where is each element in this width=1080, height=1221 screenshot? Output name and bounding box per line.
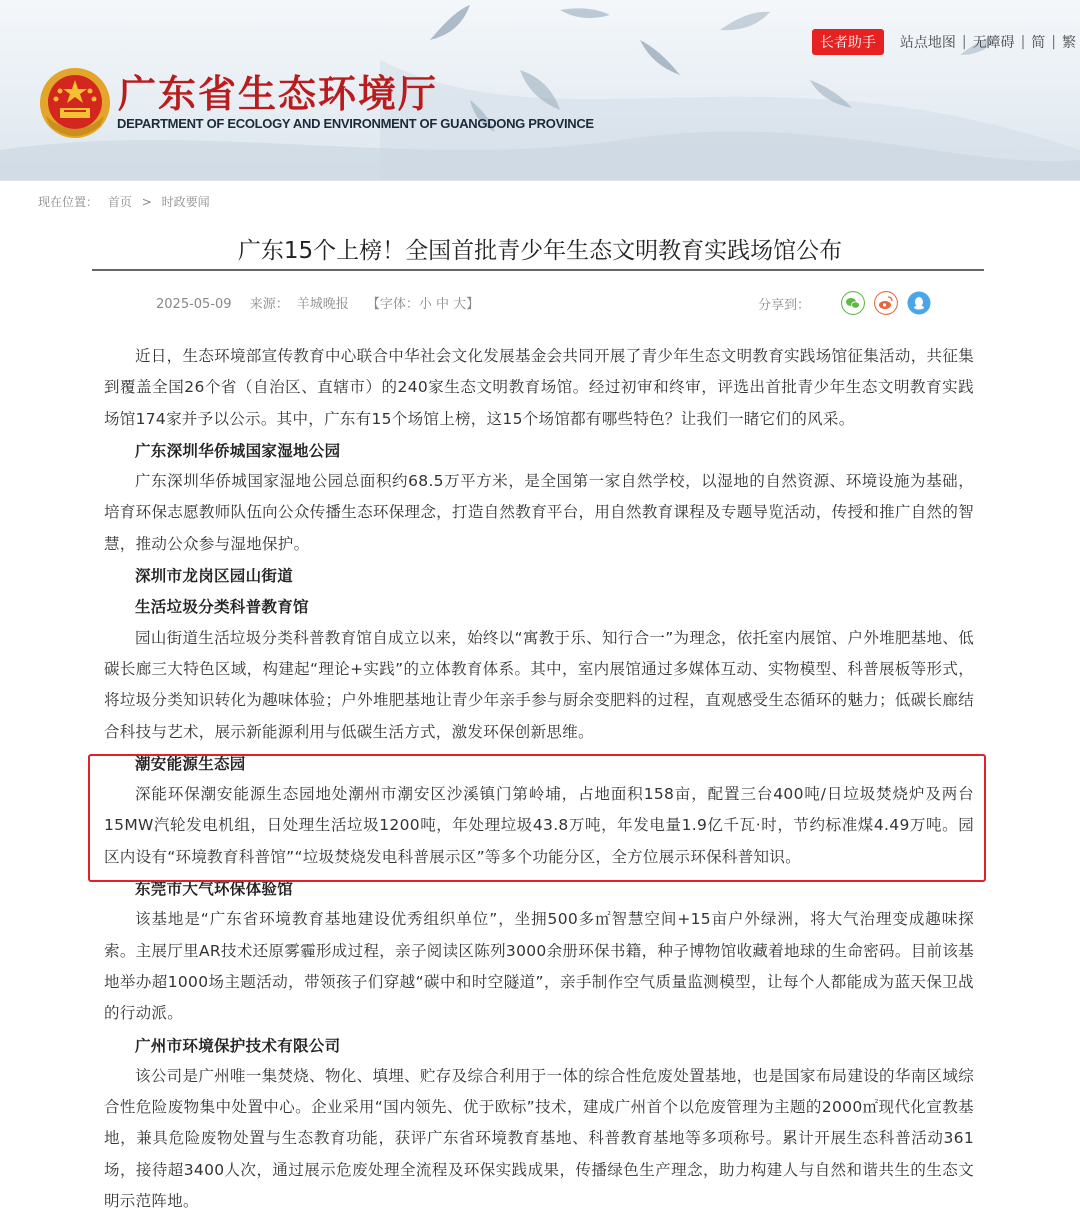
- national-emblem-icon: [38, 66, 112, 140]
- breadcrumb-separator: >: [141, 195, 152, 209]
- article-paragraph: 该公司是广州唯一集焚烧、物化、填埋、贮存及综合利用于一体的综合性危废处置基地，也是国家布局建设的华南区域综合性危险废物集中处置中心。企业采用“国内领先、优于欧标”技术，建成广州首个以危废管理为主题的2000㎡现代化宣教基地，兼具危险废物处置与生态教育功能，获评广东省环境教育基地、科普教育基地等多项称号。累计开展生态科普活动361场，接待超3400人次，通过展示危废处理全流程及环保实践成果，传播绿色生产理念，助力构建人与自然和谐共生的生态文明示范阵地。: [104, 1066, 974, 1211]
- share-label: 分享到：: [758, 297, 811, 313]
- breadcrumb-label: 现在位置：: [38, 195, 99, 209]
- sitemap-link[interactable]: 站点地图: [899, 35, 956, 51]
- site-title-english: DEPARTMENT OF ECOLOGY AND ENVIRONMENT OF GUANGDONG PROVINCE: [117, 116, 594, 131]
- source-name: 羊城晚报: [296, 297, 349, 312]
- article-paragraph: 该基地是“广东省环境教育基地建设优秀组织单位”，坐拥500多㎡智慧空间+15亩户外绿洲，将大气治理变成趣味探索。主展厅里AR技术还原雾霾形成过程，亲子阅读区陈列3000余册环保书籍，种子博物馆收藏着地球的生命密码。目前该基地举办超1000场主题活动，带领孩子们穿越“碳中和时空隧道”，亲手制作空气质量监测模型，让每个人都能成为蓝天保卫战的行动派。: [104, 910, 974, 1023]
- venue-heading: 广东深圳华侨城国家湿地公园: [135, 440, 341, 460]
- publish-date: 2025-05-09: [156, 297, 232, 312]
- breadcrumb: [38, 193, 216, 210]
- separator: |: [961, 34, 967, 50]
- font-size-switcher[interactable]: 【字体：小 中 大】: [366, 297, 480, 312]
- article-title: 广东15个上榜！全国首批青少年生态文明教育实践场馆公布: [237, 238, 843, 264]
- article-paragraph: 园山街道生活垃圾分类科普教育馆自成立以来，始终以“寓教于乐、知行合一”为理念，依托室内展馆、户外堆肥基地、低碳长廊三大特色区域，构建起“理论+实践”的立体教育体系。其中，室内展馆通过多媒体互动、实物模型、科普展板等形式，将垃圾分类知识转化为趣味体验；户外堆肥基地让青少年亲手参与厨余变肥料的过程，直观感受生态循环的魅力；低碳长廊结合科技与艺术，展示新能源利用与低碳生活方式，激发环保创新思维。: [104, 628, 974, 741]
- site-header: [0, 0, 1080, 180]
- separator: |: [1020, 34, 1026, 50]
- article-paragraph: 深能环保潮安能源生态园地处潮州市潮安区沙溪镇门第岭埔，占地面积158亩，配置三台400吨/日垃圾焚烧炉及两台15MW汽轮发电机组，日处理生活垃圾1200吨，年处理垃圾43.8万吨，年发电量1.9亿千瓦·时，节约标准煤4.49万吨。园区内设有“环境教育科普馆”“垃圾焚烧发电科普展示区”等多个功能分区，全方位展示环保科普知识。: [104, 785, 974, 866]
- accessibility-link[interactable]: 无障碍: [972, 35, 1015, 51]
- venue-heading: 东莞市大气环保体验馆: [135, 879, 294, 899]
- separator: |: [1051, 34, 1056, 50]
- breadcrumb-section-link[interactable]: 时政要闻: [161, 195, 210, 209]
- article-paragraph: 广东深圳华侨城国家湿地公园总面积约68.5万平方米，是全国第一家自然学校，以湿地的自然资源、环境设施为基础，培育环保志愿教师队伍向公众传播生态环保理念，打造自然教育平台，用自然教育课程及专题导览活动，传授和推广自然的智慧，推动公众参与湿地保护。: [104, 472, 974, 553]
- source-label: 来源：: [249, 297, 289, 312]
- title-divider: [92, 269, 984, 271]
- weibo-icon[interactable]: [874, 291, 898, 315]
- traditional-chinese-link[interactable]: 繁: [1062, 35, 1076, 51]
- article-paragraph: 近日，生态环境部宣传教育中心联合中华社会文化发展基金会共同开展了青少年生态文明教育实践场馆征集活动，共征集到覆盖全国26个省（自治区、直辖市）的240家生态文明教育场馆。经过初审和终审，评选出首批青少年生态文明教育实践场馆174家并予以公示。其中，广东有15个场馆上榜，这15个场馆都有哪些特色？让我们一睹它们的风采。: [104, 347, 974, 428]
- venue-heading: 广州市环境保护技术有限公司: [135, 1035, 341, 1055]
- article-body: [104, 341, 974, 1217]
- elder-assistant-button[interactable]: 长者助手: [812, 29, 884, 55]
- simplified-chinese-link[interactable]: 简: [1031, 35, 1046, 51]
- share-bar: [758, 291, 931, 315]
- article-meta: [156, 293, 479, 312]
- top-utility-bar: [812, 30, 1080, 54]
- venue-heading: 潮安能源生态园: [135, 753, 246, 773]
- wechat-icon[interactable]: [841, 291, 865, 315]
- breadcrumb-home-link[interactable]: 首页: [107, 195, 132, 209]
- site-title-chinese: 广东省生态环境厅: [118, 71, 439, 116]
- venue-heading: 生活垃圾分类科普教育馆: [135, 597, 309, 617]
- venue-heading: 深圳市龙岗区园山街道: [135, 566, 294, 586]
- qq-icon[interactable]: [907, 291, 931, 315]
